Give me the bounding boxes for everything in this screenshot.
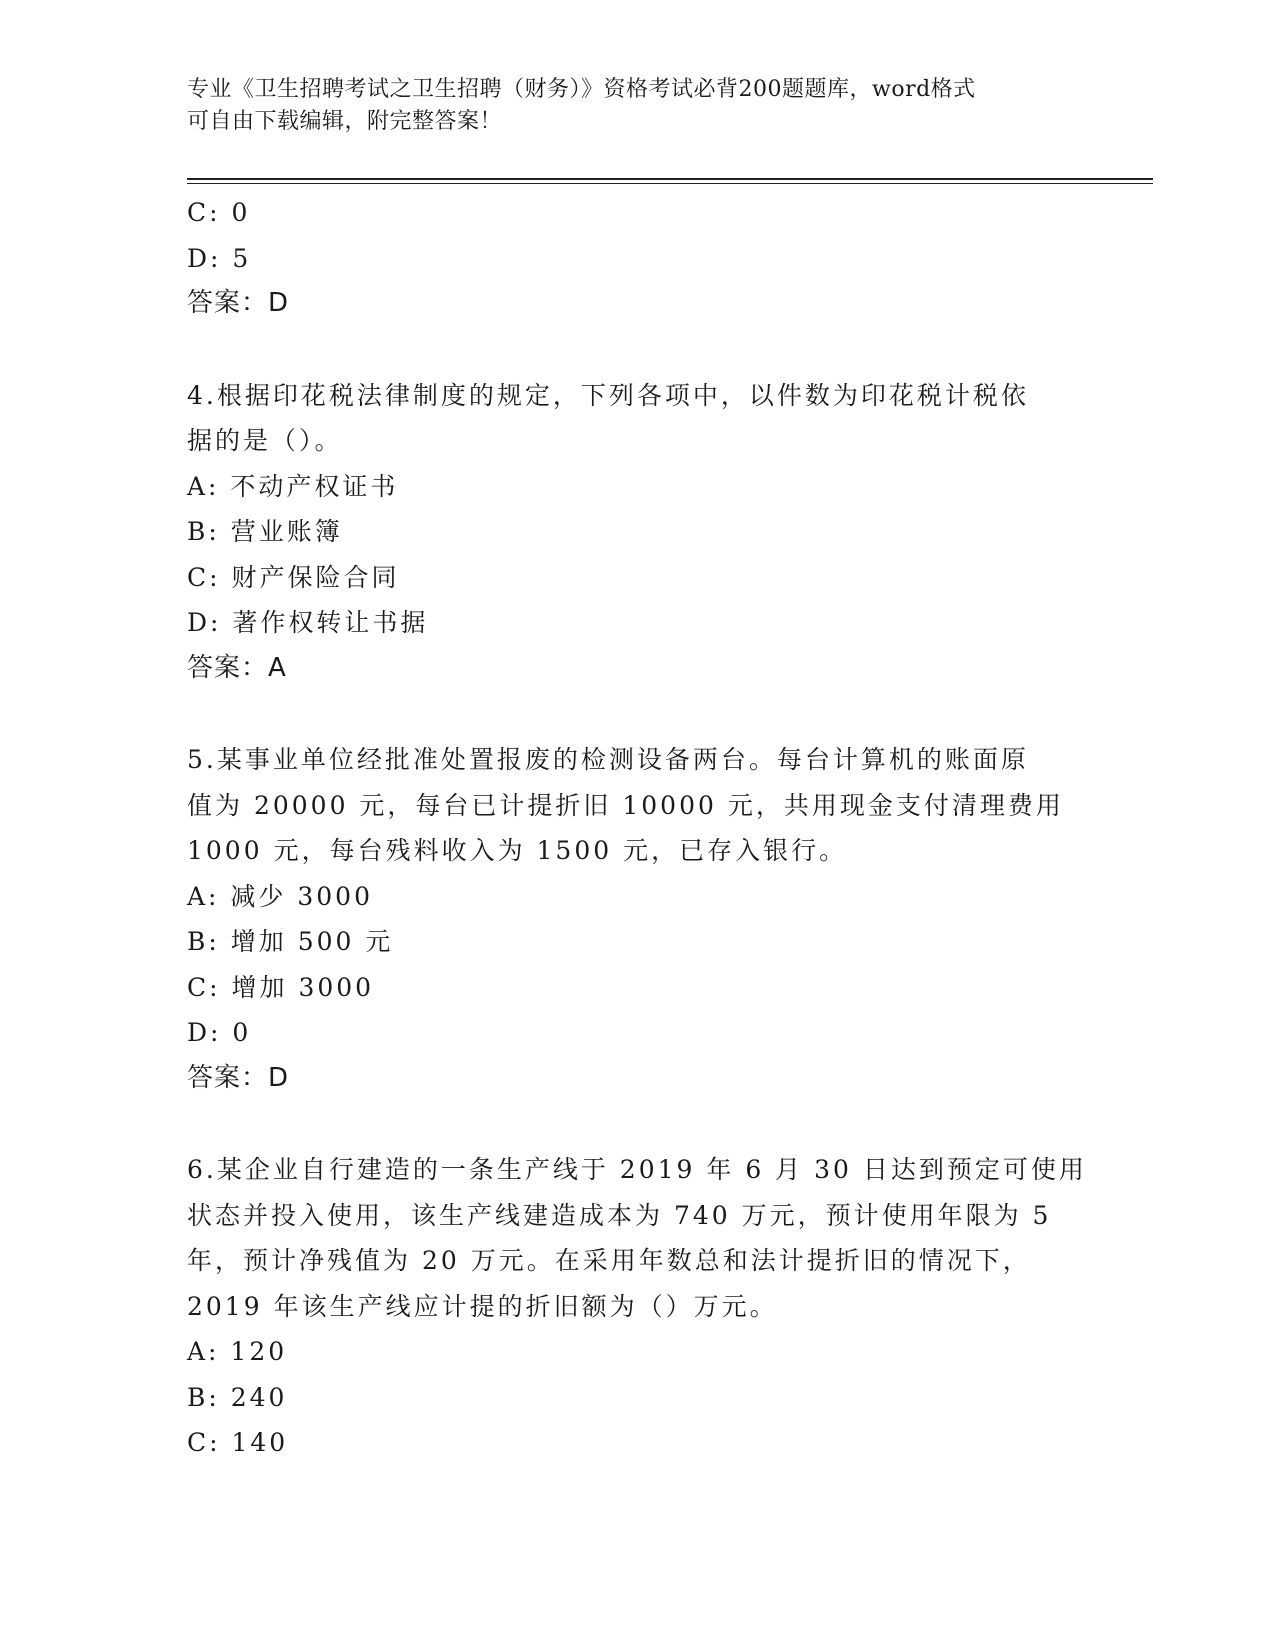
document-body [187,190,1087,1466]
option-a: A: 120 [187,1337,288,1366]
option-c: C: 财产保险合同 [187,562,400,592]
answer-line: 答案：A [187,652,287,683]
document-header [187,74,1067,138]
question-stem-line: 1000 元，每台残料收入为 1500 元，已存入银行。 [187,836,848,865]
option-a: A: 减少 3000 [187,881,373,911]
answer-line: 答案：D [187,1062,290,1093]
spacer [187,691,1067,737]
question-4 [187,373,1067,692]
spacer [187,327,1067,373]
option-c: C: 140 [187,1428,289,1457]
spacer [187,1101,1067,1147]
question-stem-line: 5.某事业单位经批准处置报废的检测设备两台。每台计算机的账面原 [187,745,1029,774]
question-stem-line: 据的是（）。 [187,426,343,455]
question-stem-line: 值为 20000 元，每台已计提折旧 10000 元，共用现金支付清理费用 [187,790,1064,820]
option-c: C: 0 [187,198,251,227]
option-c: C: 增加 3000 [187,972,375,1002]
option-a: A: 不动产权证书 [187,471,399,501]
header-rule-thick [187,178,1153,180]
option-d: D: 0 [187,1018,252,1047]
option-b: B: 营业账簿 [187,517,343,546]
question-5 [187,737,1067,1101]
answer-line: 答案：D [187,288,290,318]
question-stem-line: 状态并投入使用，该生产线建造成本为 740 万元，预计使用年限为 5 [187,1200,1052,1230]
header-rule-thin [187,183,1153,184]
header-line-2: 可自由下载编辑，附完整答案！ [187,109,503,134]
question-stem-line: 6.某企业自行建造的一条生产线于 2019 年 6 月 30 日达到预定可使用 [187,1155,1087,1184]
option-b: B: 增加 500 元 [187,927,394,956]
question-stem-line: 4.根据印花税法律制度的规定，下列各项中，以件数为印花税计税依 [187,380,1029,410]
header-line-1: 专业《卫生招聘考试之卫生招聘（财务）》资格考试必背200题题库，word格式 [187,77,976,102]
question-stem-line: 年，预计净残值为 20 万元。在采用年数总和法计提折旧的情况下， [187,1246,1031,1275]
question-3-tail [187,190,1067,327]
option-d: D: 著作权转让书据 [187,608,429,637]
option-b: B: 240 [187,1382,288,1412]
option-d: D: 5 [187,243,252,273]
question-6 [187,1147,1087,1466]
question-stem-line: 2019 年该生产线应计提的折旧额为（）万元。 [187,1291,778,1321]
